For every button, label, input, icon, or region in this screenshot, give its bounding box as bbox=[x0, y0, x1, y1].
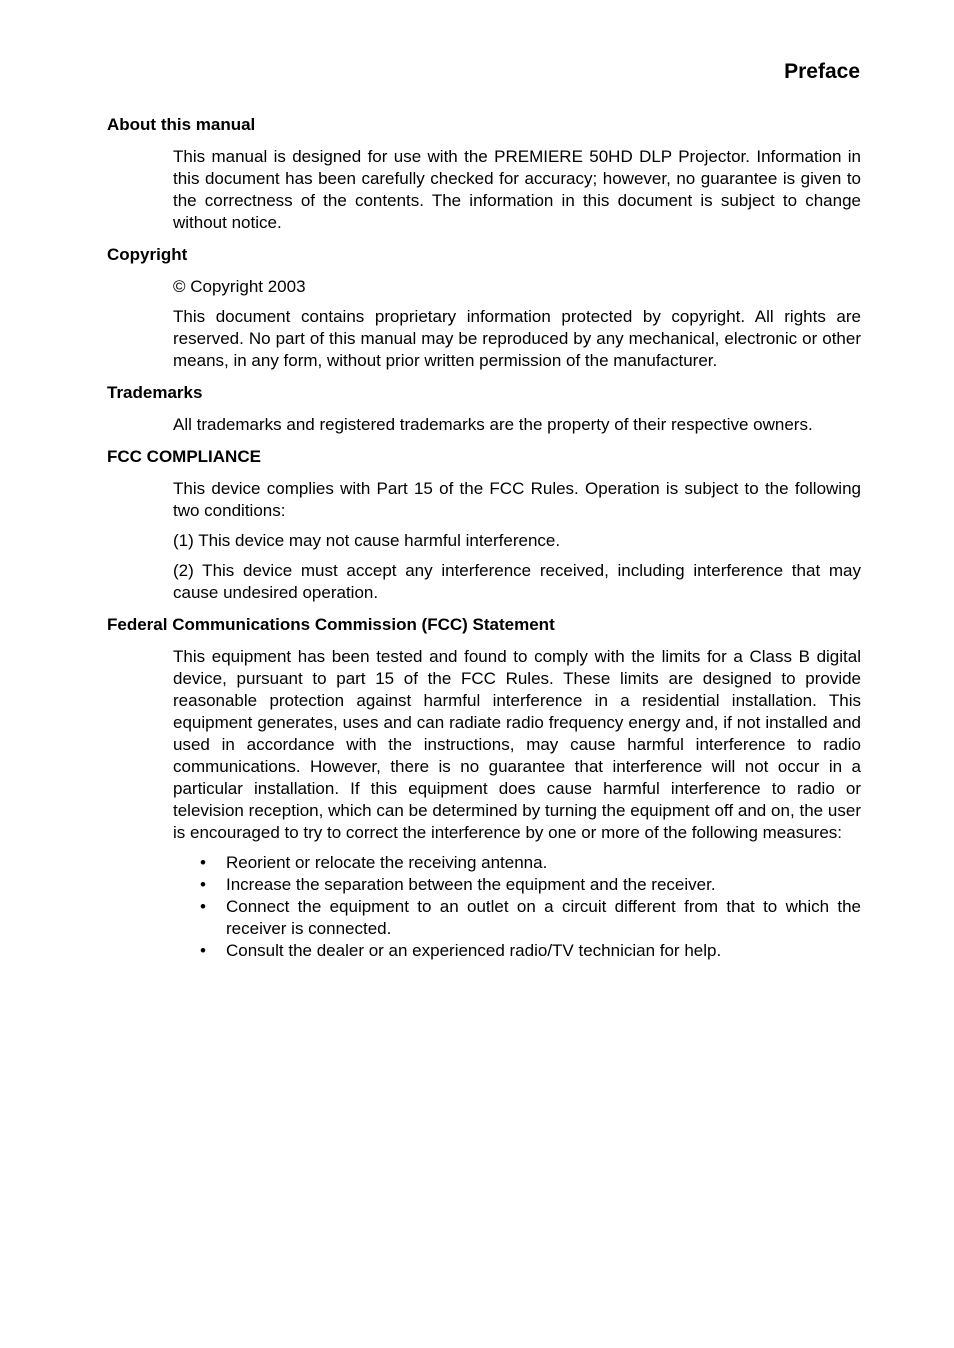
list-item-text: Consult the dealer or an experienced radio/TV technician for help. bbox=[226, 941, 722, 960]
section-heading: Trademarks bbox=[107, 383, 203, 402]
section-body bbox=[173, 478, 861, 604]
section-heading: About this manual bbox=[107, 115, 256, 134]
section-body bbox=[173, 646, 861, 962]
bullet-icon: • bbox=[200, 897, 206, 916]
list-item bbox=[173, 874, 861, 896]
section-copyright bbox=[107, 244, 861, 372]
section-trademarks bbox=[107, 382, 861, 436]
paragraph: All trademarks and registered trademarks are the property of their respective owners. bbox=[173, 415, 813, 434]
section-heading: FCC COMPLIANCE bbox=[107, 447, 261, 466]
list-item-text: Connect the equipment to an outlet on a circuit different from that to which the receiver is connected. bbox=[226, 897, 861, 938]
page-title: Preface bbox=[784, 60, 860, 83]
measures-list bbox=[173, 852, 861, 962]
paragraph: This document contains proprietary information protected by copyright. All rights are reserved. No part of this manual may be reproduced by any mechanical, electronic or other means, in any form, without prior written permission of the manufacturer. bbox=[173, 307, 861, 370]
list-item-text: Increase the separation between the equipment and the receiver. bbox=[226, 875, 716, 894]
list-item bbox=[173, 852, 861, 874]
bullet-icon: • bbox=[200, 941, 206, 960]
copyright-notice: © Copyright 2003 bbox=[173, 277, 306, 296]
section-about-manual bbox=[107, 114, 861, 234]
list-item-text: Reorient or relocate the receiving antenna. bbox=[226, 853, 548, 872]
bullet-icon: • bbox=[200, 875, 206, 894]
condition-1: (1) This device may not cause harmful interference. bbox=[173, 531, 561, 550]
bullet-icon: • bbox=[200, 853, 206, 872]
section-fcc-compliance bbox=[107, 446, 861, 604]
paragraph: This device complies with Part 15 of the FCC Rules. Operation is subject to the following two conditions: bbox=[173, 479, 861, 520]
section-body bbox=[173, 414, 861, 436]
list-item bbox=[173, 940, 861, 962]
section-body bbox=[173, 276, 861, 372]
paragraph: This manual is designed for use with the PREMIERE 50HD DLP Projector. Information in this document has been carefully checked for accuracy; however, no guarantee is given to the correctness of the contents. The information in this document is subject to change without notice. bbox=[173, 147, 861, 232]
section-heading: Federal Communications Commission (FCC) Statement bbox=[107, 615, 555, 634]
list-item bbox=[173, 896, 861, 940]
section-heading: Copyright bbox=[107, 245, 188, 264]
section-body bbox=[173, 146, 861, 234]
condition-2: (2) This device must accept any interference received, including interference that may cause undesired operation. bbox=[173, 561, 861, 602]
section-fcc-statement bbox=[107, 614, 861, 962]
document-body bbox=[107, 114, 861, 972]
paragraph: This equipment has been tested and found to comply with the limits for a Class B digital device, pursuant to part 15 of the FCC Rules. These limits are designed to provide reasonable protection against harmful interference in a residential installation. This equipment generates, uses and can radiate radio frequency energy and, if not installed and used in accordance with the instructions, may cause harmful interference to radio communications. However, there is no guarantee that interference will not occur in a particular installation. If this equipment does cause harmful interference to radio or television reception, which can be determined by turning the equipment off and on, the user is encouraged to try to correct the interference by one or more of the following measures: bbox=[173, 647, 861, 842]
